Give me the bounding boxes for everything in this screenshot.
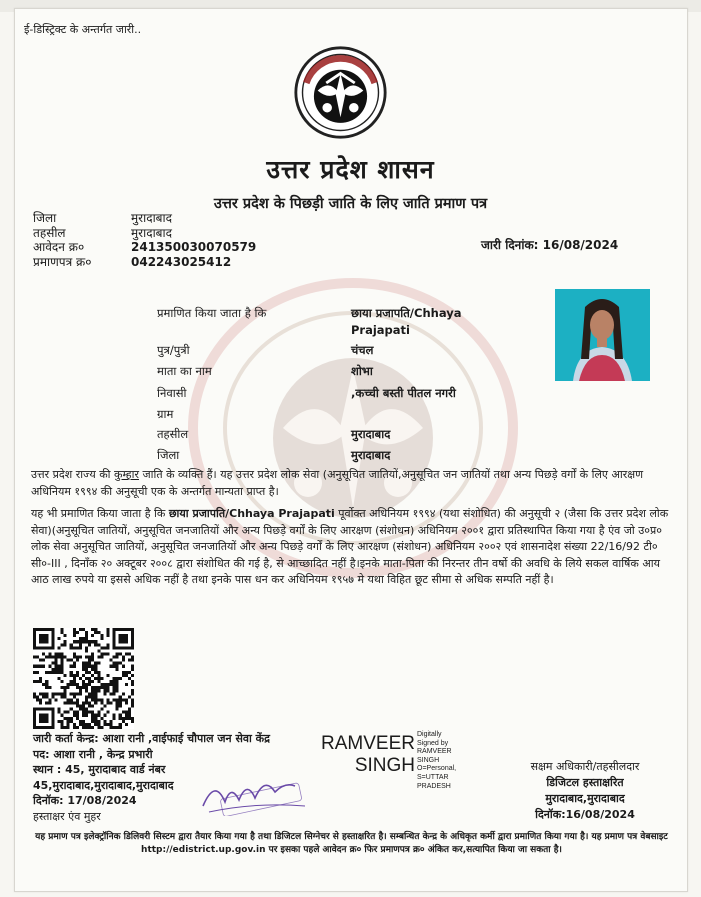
meta-label: जिला [33,211,57,225]
para1-post: जाति के व्यक्ति हैं। यह उत्तर प्रदेश लोक सेवा (अनुसूचित जातियों,अनुसूचित जन जातियों तथा अन्य पिछड़े वर्गों के लिए आरक्षण अधिनियम १९९४ की अनुसूची एक के अन्तर्गत मान्यता प्राप्त है। [31,468,644,498]
sig-detail-line: S=UTTAR [417,773,449,781]
tehsil: मुरादाबाद [351,427,391,441]
issuer-center: जारी कर्ता केन्द्र: आशा रानी ,वाईफाई चौपाल जन सेवा केंद्र [33,732,270,745]
applicant-name: छाया प्रजापति/Chhaya [351,306,462,320]
meta-row [33,211,256,226]
meta-label: तहसील [33,225,66,240]
certificate-number: 042243025412 [131,254,232,269]
field-label: माता का नाम [157,364,212,378]
signature-stamp [195,772,315,816]
issuer-place: स्थान : 45, मुरादाबाद वार्ड नंबर [33,763,166,776]
officer-date: दिनॉक:16/08/2024 [535,808,635,821]
sig-detail-line: Digitally [417,731,442,738]
meta-label: प्रमाणपत्र क्र० [33,254,92,269]
digital-signature-details [417,731,477,791]
certificate-subtitle: उत्तर प्रदेश के पिछड़ी जाति के लिए जाति प्रमाण पत्र [213,196,488,212]
para1-pre: उत्तर प्रदेश राज्य की [31,468,111,481]
field-label: जिला [157,448,180,462]
field-label: पुत्र/पुत्री [157,343,190,357]
meta-label: आवेदन क्र० [33,240,85,254]
application-number: 241350030070579 [131,240,257,254]
top-note: ई-डिस्ट्रिक्ट के अन्तर्गत जारी.. [24,23,142,36]
issue-date: जारी दिनांक: 16/08/2024 [481,238,619,252]
sig-detail-line: RAMVEER [417,748,452,756]
digital-signature-name [320,733,415,777]
sig-detail-line: SINGH [417,756,440,764]
officer-signed: डिजिटल हस्ताक्षरित [546,776,624,789]
applicant-name-cont: Prajapati [351,323,410,337]
meta-row [33,240,256,255]
up-government-emblem [293,45,388,140]
meta-row [33,255,256,270]
field-label: ग्राम [157,407,174,421]
officer-block [500,759,670,823]
caste-paragraph [31,467,671,500]
caste-name: कुम्हार [114,468,139,481]
page-title: उत्तर प्रदेश शासन [266,155,435,184]
father-name: चंचल [351,343,374,357]
officer-place: मुरादाबाद,मुरादाबाद [545,792,625,805]
meta-row [33,226,256,241]
issuer-post: पद: आशा रानी , केन्द्र प्रभारी [33,747,153,761]
mother-name: शोभा [351,364,373,378]
applicant-photo [555,289,650,381]
para2-pre: यह भी प्रमाणित किया जाता है कि [31,507,166,520]
field-label: निवासी [157,386,187,400]
residence: ,कच्ची बस्ती पीतल नगरी [351,386,456,400]
district: मुरादाबाद [351,448,391,462]
eligibility-paragraph [31,506,671,589]
field-label: तहसील [157,427,189,441]
para2-post: पूर्वोक्त अधिनियम १९९४ (यथा संशोधित) की अनुसूची २ (जैसा कि उत्तर प्रदेश लोक सेवा)(अनुसूचित जातियों, अनुसूचित जनजातियों और अन्य पिछड़े वर्गों के लिए आरक्षण (संशोधन) अधिनियम २००१ द्वारा प्रतिस्थापित किया गया है एंव जो उ०प्र० लोक सेवा अनुसूचित जातियों, अनुसूचित जनजातियों और अन्य पिछड़े वर्गों के लिए आरक्षण (संशोधन) अधिनियम २००२ एवं शासनादेश संख्या 22/16/92 टी० सी०-III , दिनाँक २० अक्टूबर २००८ द्वारा संशोधित की गई है, से आच्छादित नहीं है।इनके माता-पिता की निरन्तर तीन वर्षो की अवधि के लिये सकल वार्षिक आय आठ लाख रुपये या इससे अधिक नहीं है तथा इनके पास धन कर अधिनियम १९५७ मे यथा विहित छूट सीमा से अधिक सम्पति नहीं है। [31,507,669,586]
meta-block [33,211,256,269]
verification-qr-code [33,628,134,729]
sig-detail-line: Signed by [417,739,449,747]
field-label: प्रमाणित किया जाता है कि [157,306,267,320]
footer-note: यह प्रमाण पत्र इलेक्ट्रॉनिक डिलिवरी सिस्टम द्वारा तैयार किया गया है तथा डिजिटल सिग्नेचर से हस्ताक्षरित है। सम्बन्धित केन्द्र के अधिकृत कर्मी द्वारा प्रमाणित किया गया है। यह प्रमाण पत्र वेबसाइट http://edistrict.up.gov.in पर इसका पहले आवेदन क्र० फिर प्रमाणपत्र क्र० अंकित कर,सत्यापित किया जा सकता है। [35,832,668,855]
signer-name-line: SINGH [354,755,415,776]
meta-value: मुरादाबाद [131,211,173,225]
issuer-place-2: 45,मुरादाबाद,मुरादाबाद,मुरादाबाद [33,778,174,792]
meta-value: मुरादाबाद [131,225,173,240]
signer-name-line: RAMVEER [321,733,415,754]
para2-name: छाया प्रजापति/Chhaya Prajapati [168,507,335,520]
sig-detail-line: PRADESH [417,782,451,790]
officer-title: सक्षम अधिकारी/तहसीलदार [530,760,640,773]
signature-label: हस्ताक्षर एंव मुहर [33,809,101,823]
issuer-date: दिनॉक: 17/08/2024 [33,794,137,807]
sig-detail-line: O=Personal, [417,765,457,773]
